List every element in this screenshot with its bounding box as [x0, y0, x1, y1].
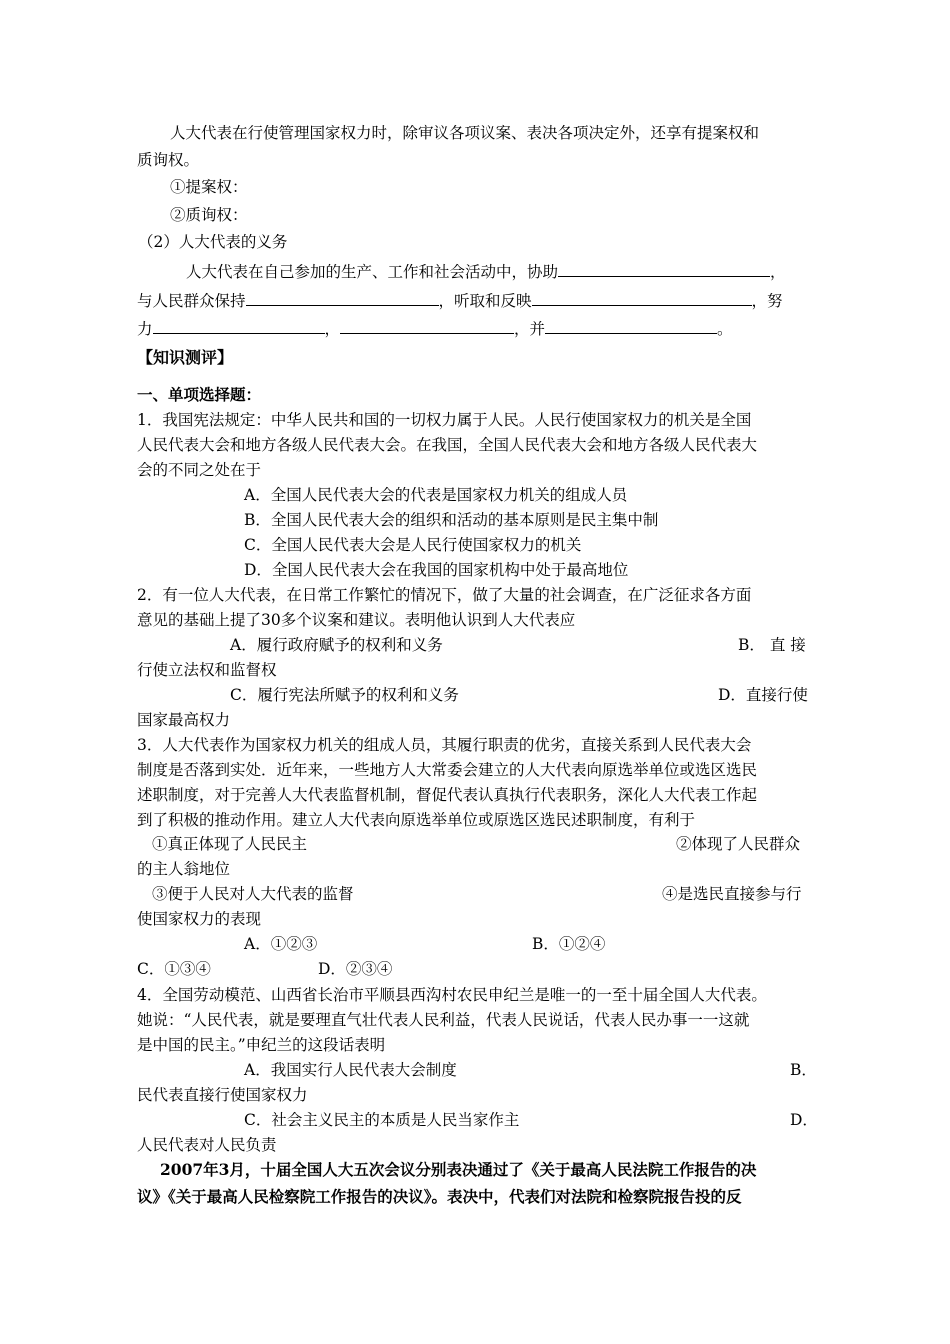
proposal-right-item: ①提案权： [170, 178, 248, 196]
duty-line-3 [137, 317, 827, 339]
blank-2[interactable] [246, 289, 439, 306]
q2-option-c: C．履行宪法所赋予的权利和义务 [230, 686, 459, 704]
material-line-2: 议》《关于最高人民检察院工作报告的决议》。表决中，代表们对法院和检察院报告投的反 [137, 1187, 742, 1206]
q1-stem-1: 1．我国宪法规定：中华人民共和国的一切权力属于人民。人民行使国家权力的机关是全国 [137, 411, 752, 429]
q3-item-4: ④是选民直接参与行 [662, 885, 802, 903]
section-subtitle: 一、单项选择题： [137, 385, 262, 404]
q1-option-a: A．全国人民代表大会的代表是国家权力机关的组成人员 [244, 486, 628, 504]
q3-item-4-cont: 使国家权力的表现 [137, 910, 262, 928]
q3-item-3: ③便于人民对人大代表的监督 [152, 885, 354, 903]
q2-option-d-cont: 国家最高权力 [137, 711, 231, 729]
duty-text-2a: 与人民群众保持 [137, 292, 246, 310]
q2-option-a: A．履行政府赋予的权利和义务 [230, 636, 443, 654]
q3-item-1: ①真正体现了人民民主 [152, 835, 308, 853]
duty-text-3b: ， [324, 320, 341, 338]
q3-item-2-cont: 的主人翁地位 [137, 860, 231, 878]
q2-option-d: D．直接行使 [718, 686, 808, 704]
q1-stem-2: 人民代表大会和地方各级人民代表大会。在我国，全国人民代表大会和地方各级人民代表大 [137, 436, 758, 454]
q4-option-b-cont: 民代表直接行使国家权力 [137, 1086, 308, 1104]
q4-stem-3: 是中国的民主。”申纪兰的这段话表明 [137, 1036, 386, 1054]
blank-1[interactable] [558, 260, 770, 277]
duty-text-3d: 。 [717, 320, 733, 338]
duty-text-3c: ，并 [514, 320, 546, 338]
duty-line-2 [137, 289, 827, 311]
q3-stem-3: 述职制度，对于完善人大代表监督机制，督促代表认真执行代表职务，深化人大代表工作起 [137, 786, 758, 804]
q1-stem-3: 会的不同之处在于 [137, 461, 262, 479]
q3-option-a: A．①②③ [244, 935, 318, 953]
q3-option-d: D．②③④ [318, 960, 393, 978]
q3-stem-2: 制度是否落到实处．近年来，一些地方人大常委会建立的人大代表向原选举单位或选区选民 [137, 761, 758, 779]
duty-text-2b: ，听取和反映 [438, 292, 532, 310]
q2-stem-2: 意见的基础上提了30多个议案和建议。表明他认识到人大代表应 [137, 611, 576, 629]
blank-6[interactable] [545, 317, 717, 334]
q4-stem-2: 她说：“人民代表，就是要理直气壮代表人民利益，代表人民说话，代表人民办事一一这就 [137, 1011, 750, 1029]
duty-text-2c: ，努 [751, 292, 783, 310]
intro-line-2: 质询权。 [137, 151, 200, 169]
q2-option-b-cont: 行使立法权和监督权 [137, 661, 277, 679]
q3-stem-4: 到了积极的推动作用。建立人大代表向原选举单位或原选区选民述职制度，有利于 [137, 811, 696, 829]
q1-option-d: D．全国人民代表大会在我国的国家机构中处于最高地位 [244, 561, 629, 579]
q3-option-c: C．①③④ [137, 960, 211, 978]
q4-option-d: D． [790, 1111, 818, 1129]
q3-option-b: B．①②④ [532, 935, 606, 953]
blank-5[interactable] [340, 317, 514, 334]
duty-text-3a: 力 [137, 320, 153, 338]
q3-item-2: ②体现了人民群众 [676, 835, 801, 853]
q4-option-a: A．我国实行人民代表大会制度 [244, 1061, 457, 1079]
q4-option-d-cont: 人民代表对人民负责 [137, 1136, 277, 1154]
duty-text-1b: ， [770, 263, 786, 281]
q3-stem-1: 3．人大代表作为国家权力机关的组成人员，其履行职责的优劣，直接关系到人民代表大会 [137, 736, 752, 754]
duty-heading: （2）人大代表的义务 [138, 233, 288, 251]
q2-option-b: B． 直 接 [738, 636, 806, 654]
duty-line-1 [186, 260, 876, 282]
blank-4[interactable] [153, 317, 325, 334]
section-title: 【知识测评】 [137, 348, 234, 367]
duty-text-1a: 人大代表在自己参加的生产、工作和社会活动中，协助 [186, 263, 559, 281]
q4-option-c: C．社会主义民主的本质是人民当家作主 [244, 1111, 520, 1129]
inquiry-right-item: ②质询权： [170, 206, 248, 224]
q4-option-b: B． [790, 1061, 817, 1079]
q2-stem-1: 2．有一位人大代表，在日常工作繁忙的情况下，做了大量的社会调查，在广泛征求各方面 [137, 586, 752, 604]
material-line-1: 2007年3月，十届全国人大五次会议分别表决通过了《关于最高人民法院工作报告的决 [160, 1160, 757, 1179]
blank-3[interactable] [532, 289, 752, 306]
q1-option-c: C．全国人民代表大会是人民行使国家权力的机关 [244, 536, 582, 554]
q1-option-b: B．全国人民代表大会的组织和活动的基本原则是民主集中制 [244, 511, 659, 529]
intro-line-1: 人大代表在行使管理国家权力时，除审议各项议案、表决各项决定外，还享有提案权和 [170, 124, 760, 142]
q4-stem-1: 4．全国劳动模范、山西省长治市平顺县西沟村农民申纪兰是唯一的一至十届全国人大代表。 [137, 986, 767, 1004]
